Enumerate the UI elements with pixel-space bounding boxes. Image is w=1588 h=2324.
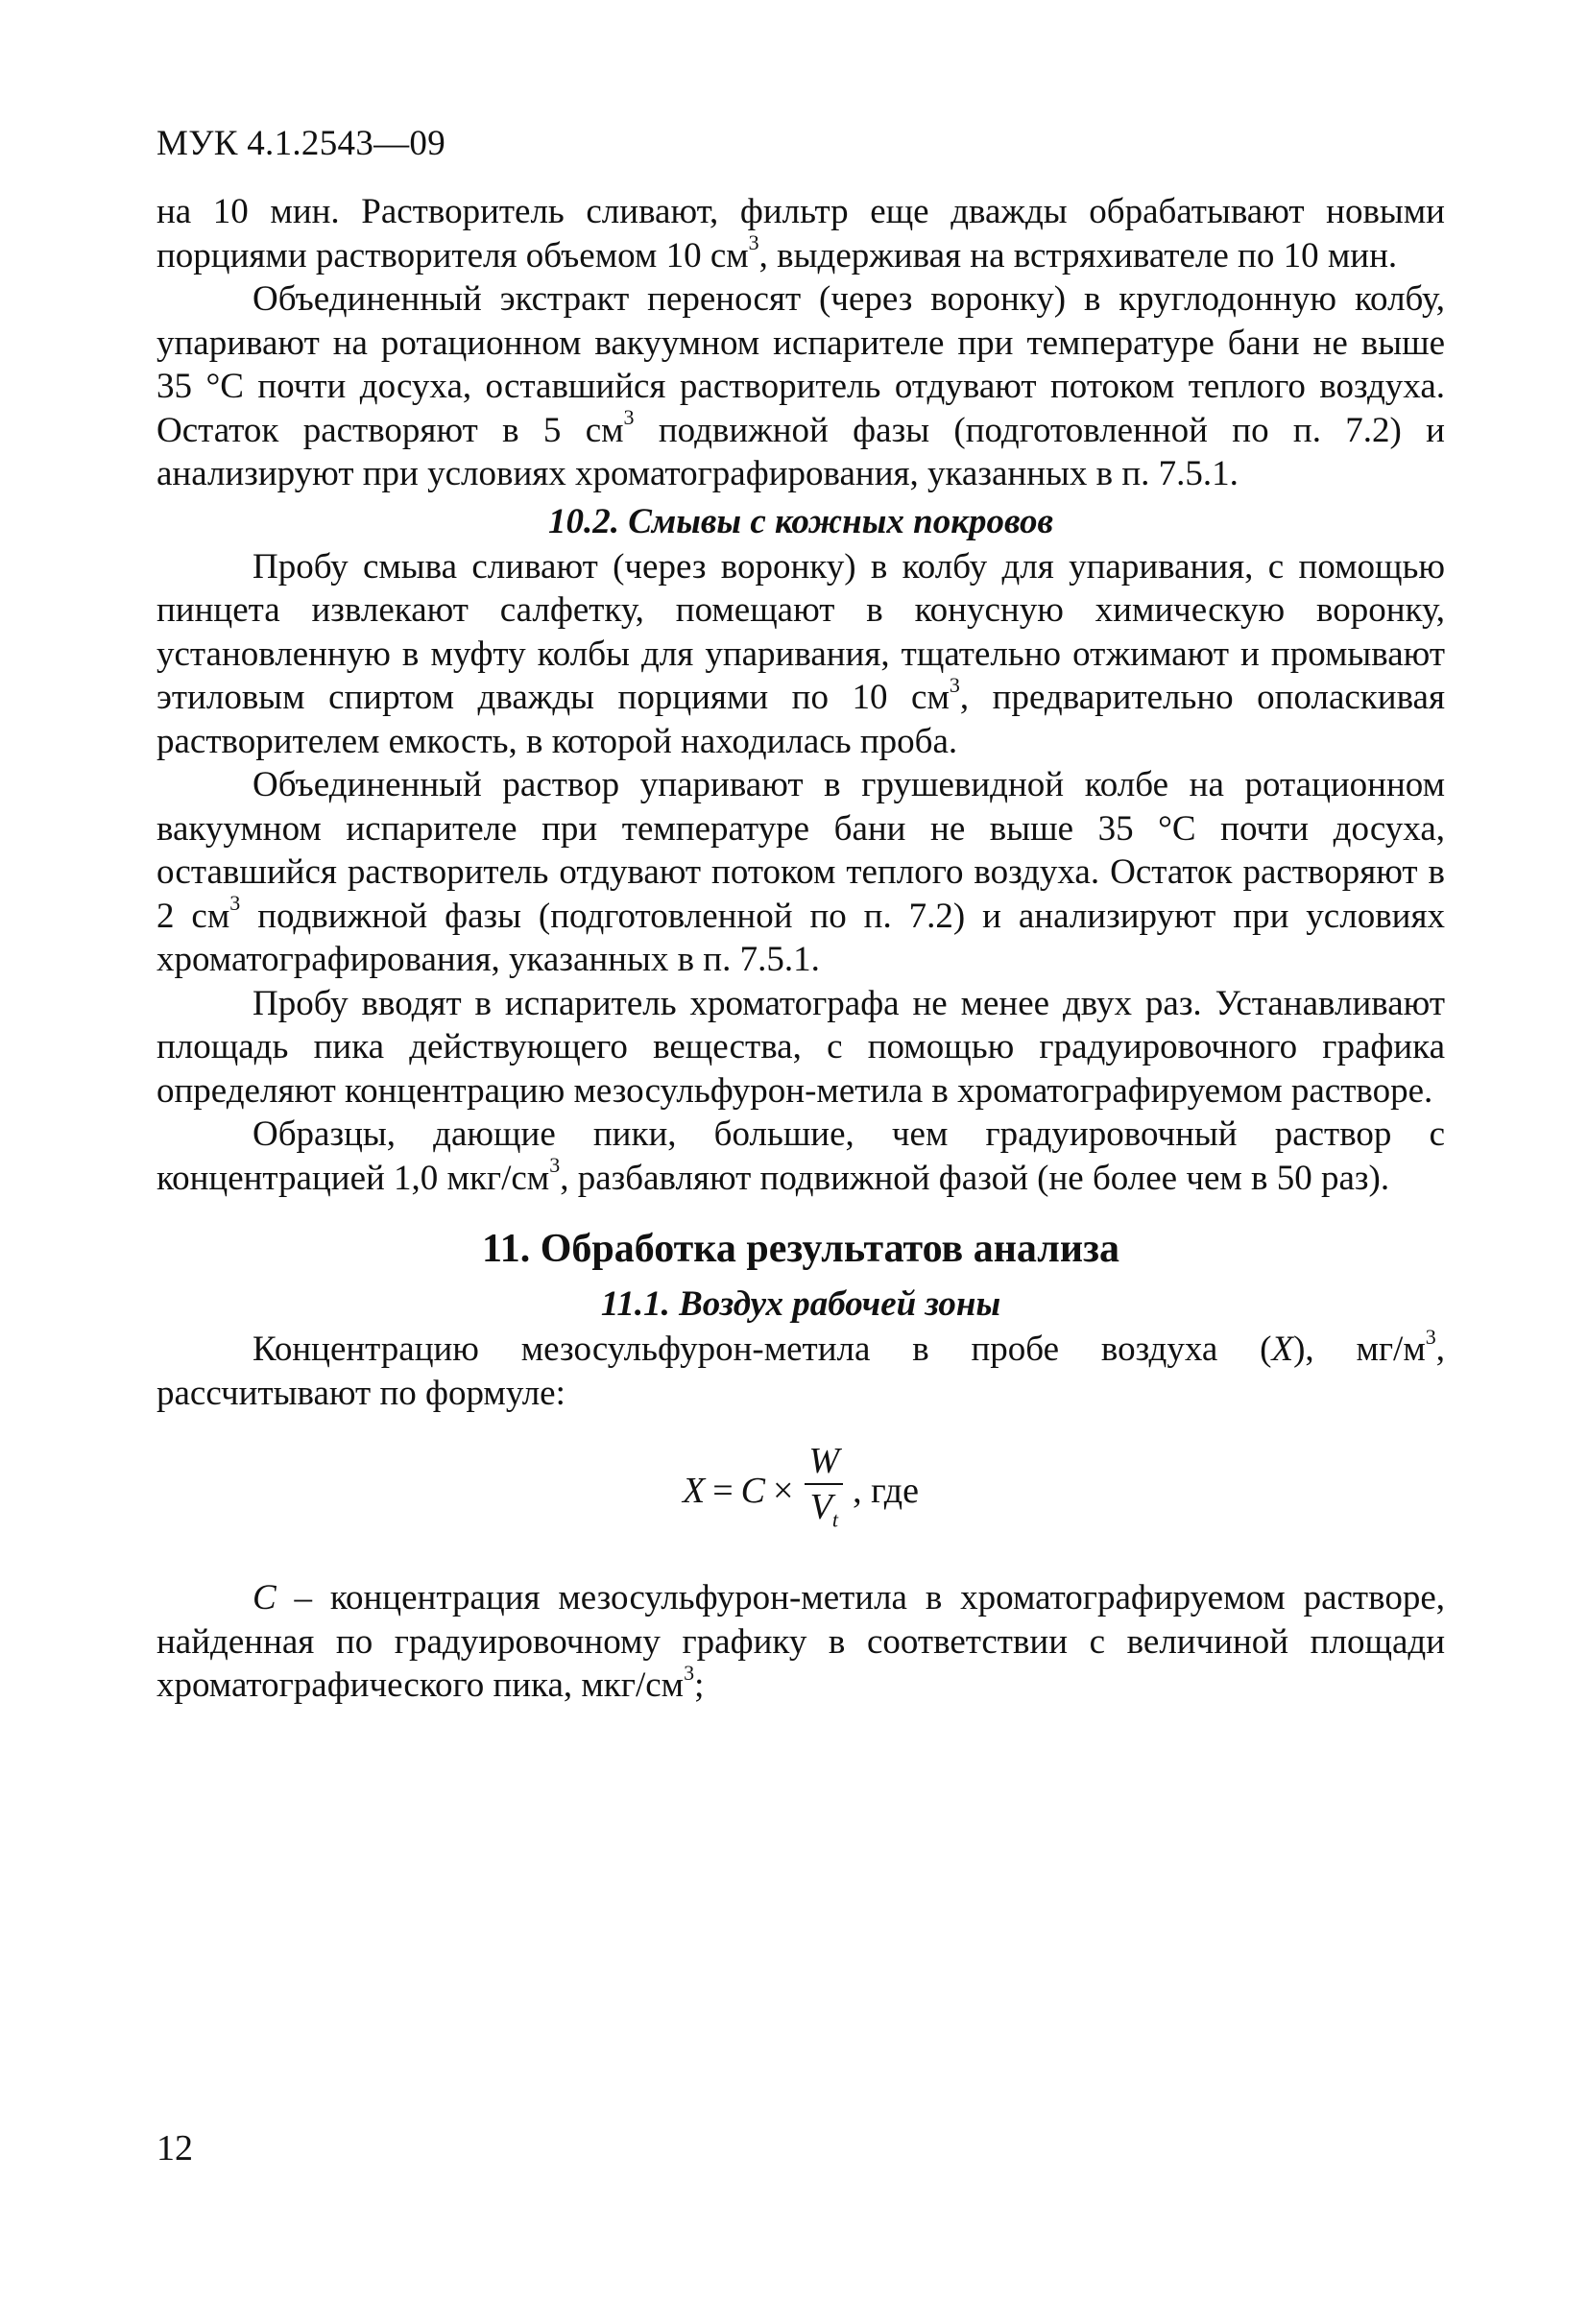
variable-c: С <box>253 1578 277 1617</box>
superscript: 3 <box>949 672 960 697</box>
formula-tail: , где <box>853 1471 919 1511</box>
formula-lhs: X <box>682 1471 706 1511</box>
section-heading-11: 11. Обработка результатов анализа <box>482 1227 1119 1271</box>
text-run: – концентрация мезосульфурон-метила в хроматографируемом растворе, найденная по градуировочному графику в соответствии с величиной площади хроматографического пика, мкг/см <box>156 1578 1445 1705</box>
document-page <box>156 123 1445 1708</box>
subsection-heading-11-1: 11.1. Воздух рабочей зоны <box>600 1284 1001 1324</box>
text-run: , рассчитывают по формуле: <box>156 1330 1445 1413</box>
formula-c: C <box>740 1471 765 1511</box>
subsection-heading-10-2: 10.2. Смывы с кожных покровов <box>547 501 1054 541</box>
text-run: , разбавляют подвижной фазой (не более чем в 50 раз). <box>560 1158 1390 1198</box>
formula-times: × <box>773 1471 794 1511</box>
formula-denominator <box>810 1485 838 1541</box>
paragraph-8 <box>156 1576 1445 1708</box>
superscript: 3 <box>748 230 759 255</box>
text-run: подвижной фазы (подготовленной по п. 7.2) и анализируют при условиях хроматографирования, указанных в п. 7.5.1. <box>156 410 1445 493</box>
superscript: 3 <box>1425 1324 1436 1349</box>
text-run: Концентрацию мезосульфурон-метила в пробе воздуха ( <box>253 1330 1272 1369</box>
superscript: 3 <box>623 405 635 430</box>
superscript: 3 <box>229 891 241 916</box>
paragraph-5: Пробу вводят в испаритель хроматографа не менее двух раз. Устанавливают площадь пика действующего вещества, с помощью градуировочного графика определяют концентрацию мезосульфурон-метила в хроматографируемом растворе. <box>156 983 1445 1111</box>
text-run: подвижной фазы (подготовленной по п. 7.2) и анализируют при условиях хроматографирования, указанных в п. 7.5.1. <box>156 896 1445 979</box>
document-code-header: МУК 4.1.2543—09 <box>156 124 446 163</box>
text-run: , предварительно ополаскивая растворителем емкость, в которой находилась проба. <box>156 678 1445 761</box>
text-run: ; <box>694 1665 705 1705</box>
text-run: Пробу смыва сливают (через воронку) в колбу для упаривания, с помощью пинцета извлекают салфетку, помещают в конусную химическую воронку, установленную в муфту колбы для упаривания, тщательно отжимают и промывают этиловым спиртом дважды порциями по 10 см <box>156 546 1445 717</box>
text-run: на 10 мин. Растворитель сливают, фильтр еще дважды обрабатывают новыми порциями растворителя объемом 10 см <box>156 192 1445 276</box>
paragraph-2 <box>156 277 1445 496</box>
text-run: Образцы, дающие пики, большие, чем градуировочный раствор с концентрацией 1,0 мкг/см <box>156 1114 1445 1198</box>
page-number: 12 <box>156 2128 193 2168</box>
text-run: Объединенный раствор упаривают в грушевидной колбе на ротационном вакуумном испарителе при температуре бани не выше 35 °С почти досуха, оставшийся растворитель отдувают потоком теплого воздуха. Остаток растворяют в 2 см <box>156 765 1445 936</box>
text-run: ), мг/м <box>1293 1330 1426 1369</box>
formula-fraction <box>805 1441 843 1541</box>
paragraph-7 <box>156 1324 1445 1415</box>
formula-numerator: W <box>805 1441 843 1485</box>
concentration-formula <box>156 1428 1445 1553</box>
text-run: , выдерживая на встряхивателе по 10 мин. <box>758 235 1398 276</box>
paragraph-3 <box>156 545 1445 764</box>
paragraph-4 <box>156 763 1445 982</box>
denominator-subscript: t <box>831 1507 838 1532</box>
paragraph-1 <box>156 190 1445 277</box>
superscript: 3 <box>684 1660 695 1685</box>
variable-x: X <box>1271 1330 1294 1369</box>
paragraph-6 <box>156 1113 1445 1200</box>
formula-equals: = <box>712 1471 734 1511</box>
text-run: Объединенный экстракт переносят (через воронку) в круглодонную колбу, упаривают на ротационном вакуумном испарителе при температуре бани не выше 35 °С почти досуха, оставшийся растворитель отдувают потоком теплого воздуха. Остаток растворяют в 5 см <box>156 279 1445 450</box>
denominator-symbol: V <box>809 1487 832 1528</box>
superscript: 3 <box>549 1153 561 1178</box>
